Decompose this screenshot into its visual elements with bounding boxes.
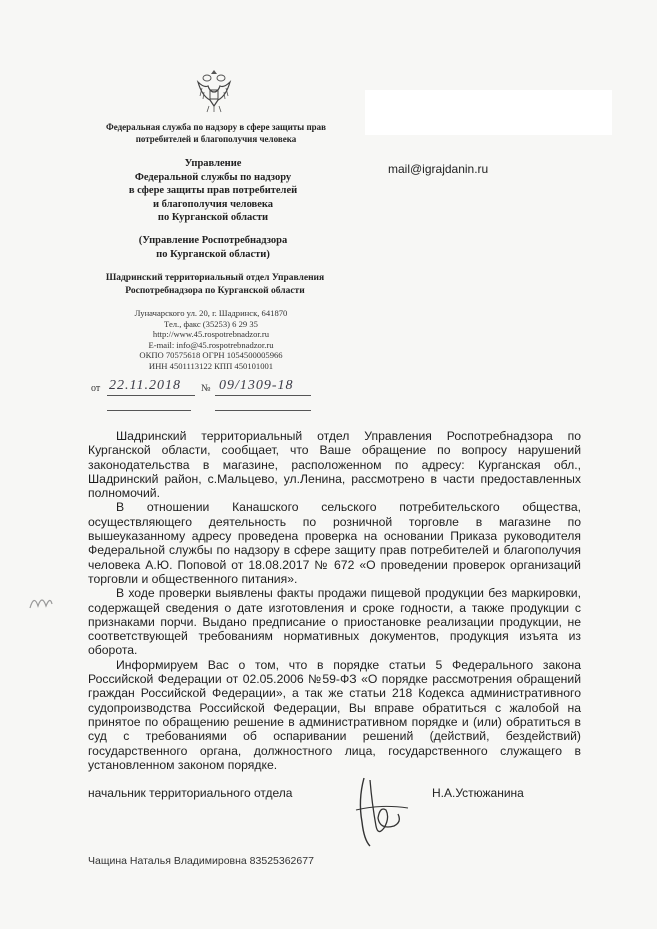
department-line-1: Шадринский территориальный отдел Управления bbox=[105, 273, 325, 283]
executor-contact: Чащина Наталья Владимировна 83525362677 bbox=[88, 855, 314, 867]
contact-details bbox=[112, 308, 310, 372]
document-date: 22.11.2018 bbox=[109, 378, 181, 393]
handwritten-signature-icon bbox=[350, 770, 420, 850]
website-line: http://www.45.rospotrebnadzor.ru bbox=[152, 329, 270, 340]
date-underline bbox=[107, 395, 195, 396]
number-underline bbox=[215, 395, 311, 396]
document-number: 09/1309-18 bbox=[219, 378, 294, 393]
body-paragraph-3: В ходе проверки выявлены факты продажи пищевой продукции без маркировки, содержащей сведения о дате изготовления и сроке годности, а также продукции с признаками порчи. Выдано предписание о приостановке реализации продукции, не соответствующей требованиям нормативных документов, продукция изъята из оборота. bbox=[88, 586, 581, 658]
management-line-3: в сфере защиты прав потребителей bbox=[128, 185, 298, 196]
department-name bbox=[92, 272, 338, 297]
abbreviation-line-1: (Управление Роспотребнадзора bbox=[138, 235, 288, 246]
management-line-5: по Курганской области bbox=[157, 212, 269, 223]
number-label: № bbox=[201, 383, 211, 394]
management-line-1: Управление bbox=[184, 158, 242, 169]
signatory-position: начальник территориального отдела bbox=[88, 786, 293, 800]
management-abbreviation bbox=[110, 234, 316, 261]
document-reference bbox=[91, 378, 313, 412]
email-line: E-mail: info@45.rospotrebnadzor.ru bbox=[148, 339, 274, 350]
date-label: от bbox=[91, 383, 101, 394]
abbreviation-line-2: по Курганской области) bbox=[156, 248, 270, 260]
redacted-recipient-block bbox=[365, 90, 612, 135]
signatory-name: Н.А.Устюжанина bbox=[432, 786, 524, 800]
margin-mark-icon bbox=[28, 590, 54, 614]
coat-of-arms-icon bbox=[194, 66, 234, 114]
management-line-4: и благополучия человека bbox=[152, 198, 274, 210]
blank-underline-left bbox=[107, 410, 191, 411]
letter-body bbox=[88, 429, 581, 772]
management-name bbox=[104, 157, 322, 225]
recipient-email: mail@igrajdanin.ru bbox=[388, 162, 489, 176]
body-paragraph-2: В отношении Канашского сельского потребительского общества, осуществляющего деятельность по розничной торговле в магазине по вышеуказанному адресу проведена проверка на основании Приказа руководителя Федеральной службы по надзору в сфере защиту прав потребителей и благополучия человека А.Ю. Поповой от 18.08.2017 № 672 «О проведении проверок организаций торговли и общественного питания». bbox=[88, 500, 581, 586]
address-line: Луначарского ул. 20, г. Шадринск, 641870 bbox=[134, 308, 288, 318]
blank-underline-right bbox=[215, 410, 311, 411]
management-line-2: Федеральной службы по надзору bbox=[134, 171, 292, 183]
agency-name bbox=[96, 121, 336, 145]
phone-line: Тел., факс (35253) 6 29 35 bbox=[164, 318, 258, 329]
body-paragraph-4: Информируем Вас о том, что в порядке статьи 5 Федерального закона Российской Федерации от 02.05.2006 №59-ФЗ «О порядке рассмотрения обращений граждан Российской Федерации», а так же статьи 218 Кодекса административного судопроизводства Российской Федерации, Вы вправе обратиться с жалобой на принятое по обращению решение в административном порядке и (или) обратиться в суд с требованиями об оспаривании решений (действий, бездействий) государственного органа, должностного лица, государственного служащего в установленном законом порядке. bbox=[88, 657, 581, 772]
body-paragraph-1: Шадринский территориальный отдел Управления Роспотребнадзора по Курганской области, сообщает, что Ваше обращение по вопросу нарушений законодательства в магазине, расположенном по адресу: Курганская обл., Шадринский район, с.Мальцево, ул.Ленина, рассмотрено в части предоставленных полномочий. bbox=[88, 429, 581, 501]
agency-line-1: Федеральная служба по надзору в сфере защиты прав bbox=[105, 122, 327, 132]
agency-line-2: потребителей и благополучия человека bbox=[135, 134, 297, 144]
department-line-2: Роспотребнадзора по Курганской области bbox=[125, 285, 305, 296]
okpo-ogrn-line: ОКПО 70575618 ОГРН 1054500005966 bbox=[139, 350, 283, 361]
inn-kpp-line: ИНН 4501113122 КПП 450101001 bbox=[148, 360, 274, 371]
